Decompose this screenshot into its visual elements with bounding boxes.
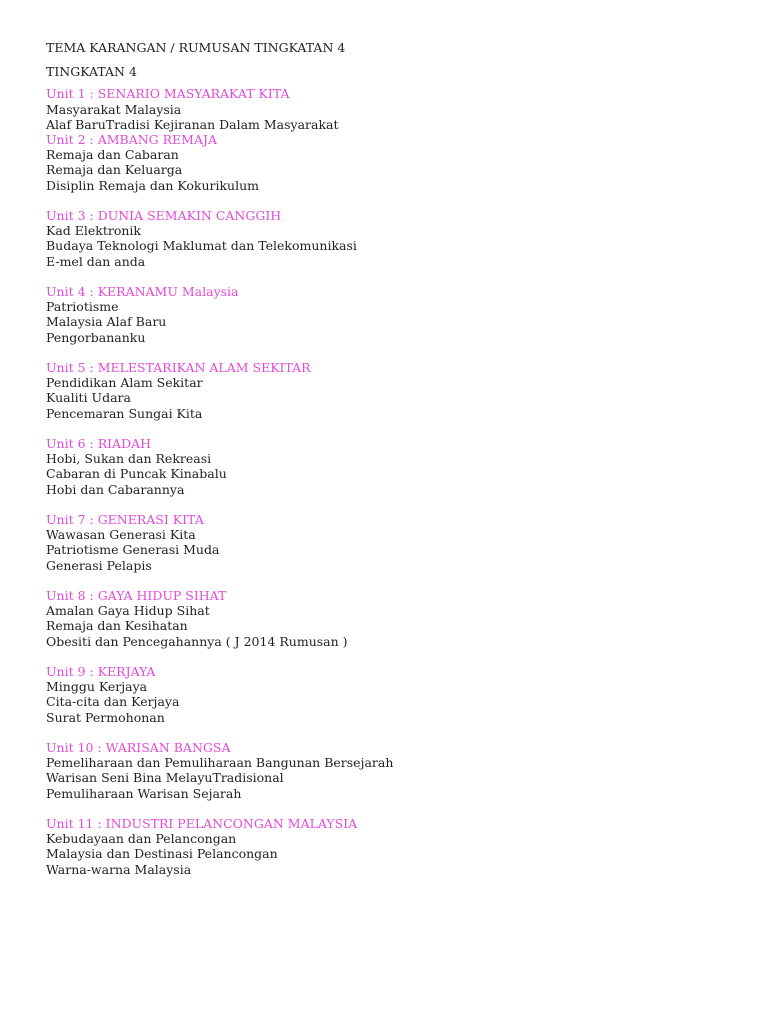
unit-topic: Amalan Gaya Hidup Sihat xyxy=(46,603,210,619)
unit-section-8 xyxy=(46,588,746,649)
unit-heading: Unit 4 : KERANAMU Malaysia xyxy=(46,284,239,300)
unit-topic: Disiplin Remaja dan Kokurikulum xyxy=(46,177,260,193)
unit-section-6 xyxy=(46,436,746,497)
unit-topic: Remaja dan Cabaran xyxy=(46,147,179,163)
unit-heading: Unit 6 : RIADAH xyxy=(46,436,152,452)
unit-topic: Minggu Kerjaya xyxy=(46,679,148,695)
unit-heading: Unit 7 : GENERASI KITA xyxy=(46,512,204,528)
unit-topic: Masyarakat Malaysia xyxy=(46,101,182,117)
unit-heading: Unit 2 : AMBANG REMAJA xyxy=(46,132,218,148)
unit-topic: Alaf BaruTradisi Kejiranan Dalam Masyarakat xyxy=(46,116,339,132)
document-page xyxy=(46,40,746,877)
unit-topic: Warna-warna Malaysia xyxy=(46,861,192,877)
unit-topic: Pendidikan Alam Sekitar xyxy=(46,375,203,391)
unit-topic: Cita-cita dan Kerjaya xyxy=(46,694,180,710)
unit-topic: Pencemaran Sungai Kita xyxy=(46,405,203,421)
unit-topic: Hobi, Sukan dan Rekreasi xyxy=(46,451,212,467)
unit-list xyxy=(46,86,746,876)
unit-section-4 xyxy=(46,284,746,345)
unit-topic: Hobi dan Cabarannya xyxy=(46,481,185,497)
unit-topic: Pengorbananku xyxy=(46,329,146,345)
unit-heading: Unit 5 : MELESTARIKAN ALAM SEKITAR xyxy=(46,360,311,376)
unit-heading: Unit 8 : GAYA HIDUP SIHAT xyxy=(46,588,227,604)
unit-heading: Unit 1 : SENARIO MASYARAKAT KITA xyxy=(46,86,290,102)
unit-topic: Patriotisme Generasi Muda xyxy=(46,542,220,558)
unit-topic: Pemuliharaan Warisan Sejarah xyxy=(46,785,242,801)
unit-topic: Wawasan Generasi Kita xyxy=(46,527,196,543)
unit-section-9 xyxy=(46,664,746,725)
document-subtitle: TINGKATAN 4 xyxy=(46,64,137,80)
unit-topic: Malaysia dan Destinasi Pelancongan xyxy=(46,846,278,862)
unit-topic: Generasi Pelapis xyxy=(46,557,152,573)
unit-topic: Budaya Teknologi Maklumat dan Telekomunikasi xyxy=(46,238,357,254)
unit-section-7 xyxy=(46,512,746,573)
unit-topic: Kualiti Udara xyxy=(46,390,131,406)
unit-section-2 xyxy=(46,132,746,193)
unit-topic: Malaysia Alaf Baru xyxy=(46,314,167,330)
unit-topic: E-mel dan anda xyxy=(46,253,146,269)
unit-heading: Unit 10 : WARISAN BANGSA xyxy=(46,740,231,756)
unit-section-5 xyxy=(46,360,746,421)
unit-topic: Cabaran di Puncak Kinabalu xyxy=(46,466,227,482)
unit-section-11 xyxy=(46,816,746,877)
unit-section-1 xyxy=(46,86,746,132)
unit-heading: Unit 11 : INDUSTRI PELANCONGAN MALAYSIA xyxy=(46,816,358,832)
unit-topic: Patriotisme xyxy=(46,299,119,315)
unit-heading: Unit 9 : KERJAYA xyxy=(46,664,156,680)
unit-topic: Remaja dan Keluarga xyxy=(46,162,183,178)
unit-topic: Surat Permohonan xyxy=(46,709,165,725)
unit-topic: Kebudayaan dan Pelancongan xyxy=(46,831,237,847)
unit-topic: Kad Elektronik xyxy=(46,223,142,239)
unit-section-3 xyxy=(46,208,746,269)
unit-topic: Remaja dan Kesihatan xyxy=(46,618,188,634)
unit-topic: Warisan Seni Bina MelayuTradisional xyxy=(46,770,284,786)
unit-section-10 xyxy=(46,740,746,801)
document-title: TEMA KARANGAN / RUMUSAN TINGKATAN 4 xyxy=(46,40,346,55)
unit-topic: Pemeliharaan dan Pemuliharaan Bangunan Bersejarah xyxy=(46,755,394,771)
unit-heading: Unit 3 : DUNIA SEMAKIN CANGGIH xyxy=(46,208,282,224)
unit-topic: Obesiti dan Pencegahannya ( J 2014 Rumusan ) xyxy=(46,633,348,649)
